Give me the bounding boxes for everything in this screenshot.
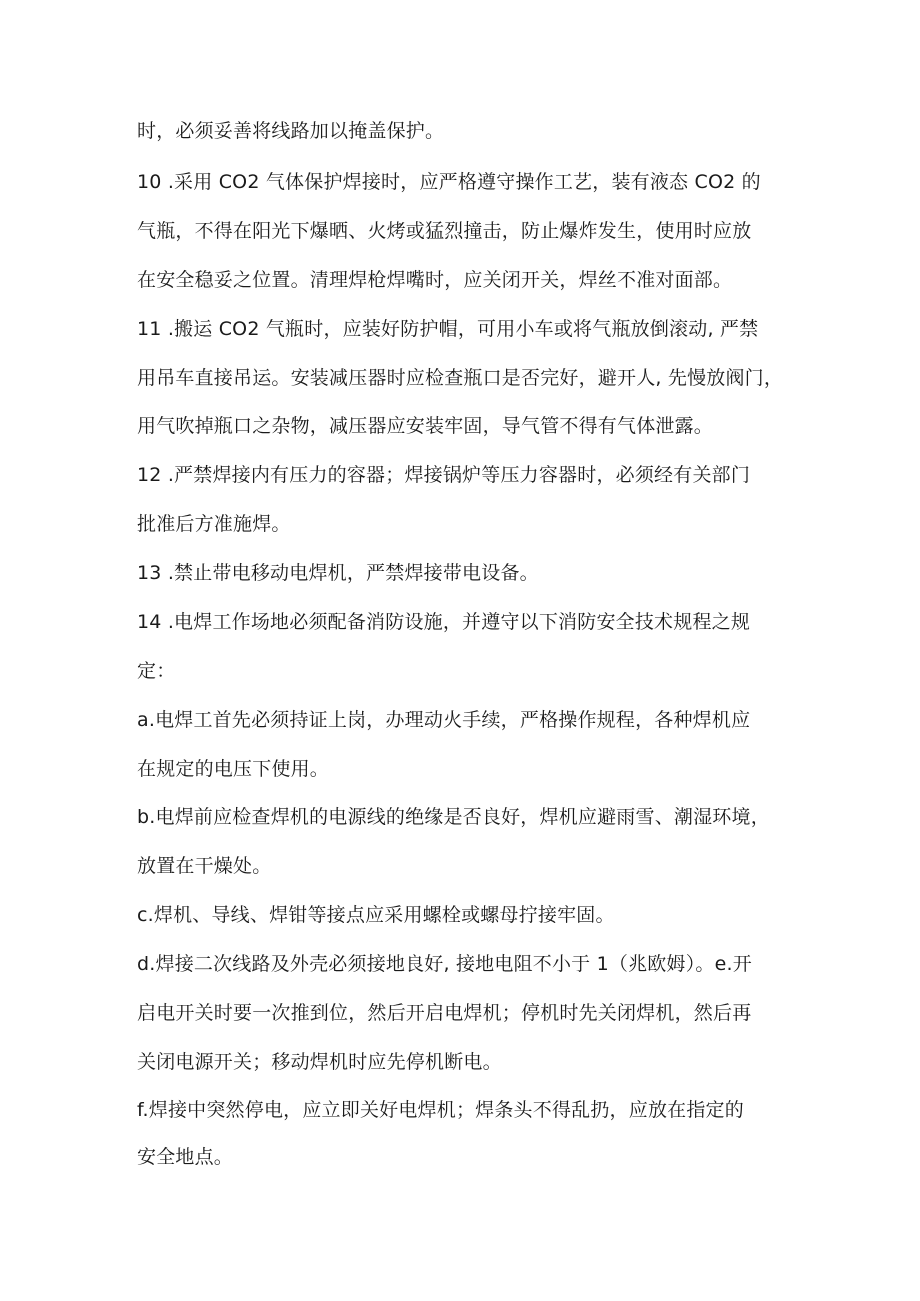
text-line-1: 时，必须妥善将线路加以掩盖保护。 xyxy=(137,120,445,142)
text-line-5: 11 .搬运 CO2 气瓶时，应装好防护帽，可用小车或将气瓶放倒滚动, 严禁 xyxy=(137,318,759,340)
text-line-9: 批准后方准施焊。 xyxy=(137,513,291,535)
text-line-6: 用吊车直接吊运。安装减压器时应检查瓶口是否完好，避开人, 先慢放阀门， xyxy=(137,367,784,389)
text-line-21: f.焊接中突然停电，应立即关好电焊机；焊条头不得乱扔，应放在指定的 xyxy=(137,1099,744,1121)
text-line-15: b.电焊前应检查焊机的电源线的绝缘是否良好，焊机应避雨雪、潮湿环境， xyxy=(137,806,770,828)
text-line-2: 10 .采用 CO2 气体保护焊接时，应严格遵守操作工艺，装有液态 CO2 的 xyxy=(137,171,761,193)
text-line-14: 在规定的电压下使用。 xyxy=(137,758,330,780)
text-line-7: 用气吹掉瓶口之杂物，减压器应安装牢固，导气管不得有气体泄露。 xyxy=(137,415,714,437)
text-line-4: 在安全稳妥之位置。清理焊枪焊嘴时，应关闭开关，焊丝不准对面部。 xyxy=(137,269,733,291)
text-line-17: c.焊机、导线、焊钳等接点应采用螺栓或螺母拧接牢固。 xyxy=(137,904,615,926)
text-line-8: 12 .严禁焊接内有压力的容器；焊接锅炉等压力容器时，必须经有关部门 xyxy=(137,464,751,486)
text-line-12: 定： xyxy=(137,660,176,682)
text-line-3: 气瓶，不得在阳光下爆晒、火烤或猛烈撞击，防止爆炸发生，使用时应放 xyxy=(137,220,752,242)
text-line-20: 关闭电源开关；移动焊机时应先停机断电。 xyxy=(137,1051,502,1073)
text-line-11: 14 .电焊工作场地必须配备消防设施，并遵守以下消防安全技术规程之规 xyxy=(137,611,751,633)
text-line-16: 放置在干燥处。 xyxy=(137,855,272,877)
text-line-13: a.电焊工首先必须持证上岗，办理动火手续，严格操作规程，各种焊机应 xyxy=(137,709,751,731)
text-line-19: 启电开关时要一次推到位，然后开启电焊机；停机时先关闭焊机，然后再 xyxy=(137,1002,752,1024)
text-line-10: 13 .禁止带电移动电焊机，严禁焊接带电设备。 xyxy=(137,562,539,584)
text-line-18: d.焊接二次线路及外壳必须接地良好, 接地电阻不小于 1（兆欧姆）。e.开 xyxy=(137,953,752,975)
text-line-22: 安全地点。 xyxy=(137,1146,234,1168)
